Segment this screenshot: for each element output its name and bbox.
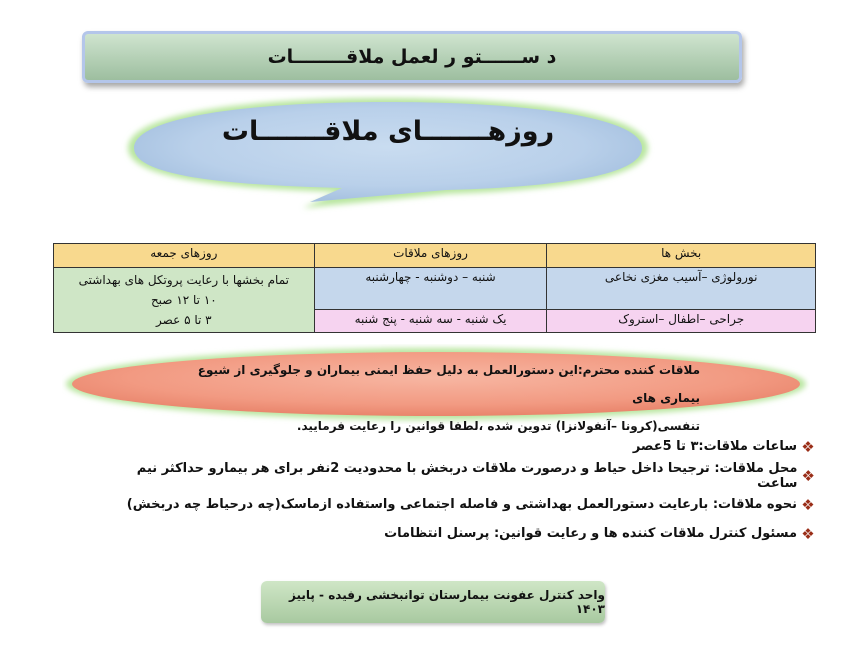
notice-oval [62, 344, 810, 433]
friday-morning-hours: ۱۰ تا ۱۲ صبح [150, 293, 217, 307]
notice-line-2: تنفسی(کرونا –آنفولانزا) تدوین شده ،لطفا قوانین را رعایت فرمایید. [296, 419, 700, 433]
table-header-row [54, 244, 816, 268]
diamond-bullet-icon: ❖ [801, 495, 815, 514]
header-visiting-days: روزهای ملاقات [314, 244, 547, 268]
diamond-bullet-icon: ❖ [801, 524, 815, 543]
days-cell: یک شنبه - سه شنبه - پنج شنبه [314, 310, 547, 333]
list-item [115, 519, 815, 548]
notice-text [172, 356, 700, 440]
speech-bubble-shape [118, 90, 658, 220]
friday-cell [54, 268, 315, 333]
diamond-bullet-icon: ❖ [801, 437, 815, 456]
visiting-method-rule: نحوه ملاقات: بارعایت دستورالعمل بهداشتی و فاصله اجتماعی واستفاده ازماسک(چه درحیاط چه دربخش) [126, 497, 797, 512]
title-banner [82, 31, 742, 83]
list-item [115, 432, 815, 461]
friday-note: تمام بخشها با رعایت پروتکل های بهداشتی [78, 273, 289, 287]
table-row [54, 268, 816, 310]
friday-afternoon-hours: ۳ تا ۵ عصر [156, 313, 212, 327]
diamond-bullet-icon: ❖ [801, 466, 815, 485]
footer-text: واحد کنترل عفونت بیمارستان توانبخشی رفیده - پاییز ۱۴۰۳ [288, 588, 605, 616]
visiting-place-rule: محل ملاقات: ترجیحا داخل حیاط و درصورت ملاقات دربخش با محدودیت 2نفر برای هر بیمارو حداکثر نیم ساعت [136, 460, 798, 491]
ward-cell: جراحی –اطفال –استروک [547, 310, 816, 333]
visiting-days-bubble [118, 90, 658, 220]
rules-list [115, 432, 815, 548]
list-item [115, 490, 815, 519]
list-item [115, 461, 815, 490]
ward-cell: نورولوژی –آسیب مغزی نخاعی [547, 268, 816, 310]
page-title: د ســــــتو ر لعمل ملاقــــــــات [267, 46, 557, 68]
supervisor-rule: مسئول کنترل ملاقات کننده ها و رعایت قوانین: پرسنل انتظامات [384, 526, 797, 541]
bubble-title: روزهـــــــای ملاقـــــــات [221, 116, 555, 147]
header-friday: روزهای جمعه [54, 244, 315, 268]
footer-box [261, 581, 605, 623]
header-wards: بخش ها [547, 244, 816, 268]
visiting-hours-rule: ساعات ملاقات:۳ تا 5عصر [632, 439, 797, 454]
notice-line-1: ملاقات کننده محترم:این دستورالعمل به دلیل حفظ ایمنی بیماران و جلوگیری از شیوع بیماری های [197, 363, 700, 405]
visiting-schedule-table [53, 243, 816, 333]
days-cell: شنبه – دوشنبه - چهارشنبه [314, 268, 547, 310]
